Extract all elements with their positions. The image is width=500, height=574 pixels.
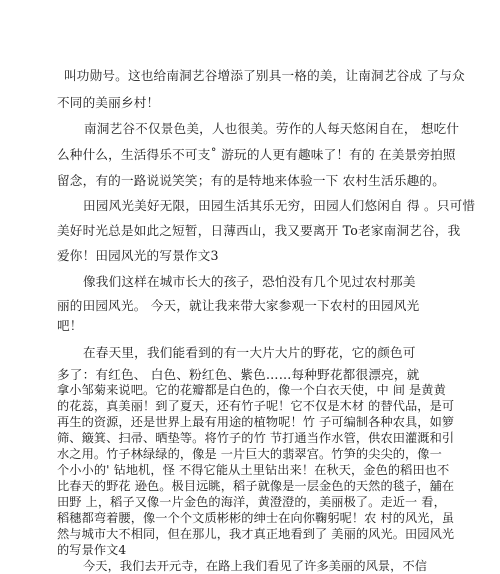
text-line: 田园风光美好无限，田园生活其乐无穷，田园人们悠闲自 得 。只可惜	[83, 198, 476, 213]
text-line: 稻穗都弯着腰，像一个个文质彬彬的绅士在向你鞠躬呢！农 村的风光，虽	[57, 511, 455, 525]
text-line: 美好时光总是如此之短暂，日薄西山，我又要离开 To老家南洞艺谷，我	[57, 223, 461, 238]
text-line: 留念，有的一路说说笑笑；有的是特地来体验一下 农村生活乐趣的。	[57, 173, 446, 188]
text-line: 筛、簸箕、扫帚、晒垫等。将竹子的竹 节打通当作水管，供农田灌溉和引	[57, 431, 455, 445]
text-line: 叫功勋号。这也给南洞艺谷增添了别具一格的美，让南洞艺谷成 了与众	[64, 68, 465, 83]
text-line: 比春天的野花 逊色。极目远眺，稻子就像是一层金色的天然的毯子，舖在	[57, 479, 455, 493]
text-line: 爱你！田园风光的写景作文3	[57, 248, 219, 263]
text-line: 的花蕊，真美丽！到了夏天，还有竹子呢！它不仅是木材 的替代品，是可	[57, 399, 455, 413]
text-line: 拿小邹菊来说吧。它的花瓣都是白色的，像一个白衣天使，中 间 是黄黄	[57, 383, 446, 397]
text-line: 丽的田园风光。 今天，就让我来带大家参观一下农村的田园风光	[57, 298, 420, 313]
text-line: 然与城市大不相同，但在那儿，我才真正地看到了 美丽的风光。田园风光	[57, 527, 455, 541]
text-line: 水之用。竹子林绿绿的，像是 一片巨大的翡翠宫。竹笋的尖尖的，像一	[57, 447, 442, 461]
text-line: 田野 上，稻子又像一片金色的海洋，黄澄澄的，美丽极了。走近一 看，	[57, 495, 446, 509]
text-line: 不同的美丽乡村！	[57, 95, 160, 110]
text-line: 今天，我们去开元寺，在路上我们看见了许多美丽的风景，不信	[83, 559, 428, 573]
text-line: 像我们这样在城市长大的孩子，恐怕没有几个见过农村那美	[83, 274, 416, 289]
text-line: 在春天里，我们能看到的有一大片大片的野花，它的颜色可	[83, 345, 416, 360]
text-line: 么种什么，生活得乐不可支˚ 游玩的人更有趣味了！有的 在美景旁拍照	[57, 147, 456, 162]
text-line: 吧！	[57, 318, 83, 333]
text-line: 再生的资源，还是世界上最有用途的植物呢！竹 子可编制各种农具，如箩	[57, 415, 455, 429]
text-line: 个小小的' 钻地机，怪 不得它能从土里钻出来！在秋天，金色的稻田也不	[57, 463, 450, 477]
text-line: 南洞艺谷不仅景色美，人也很美。劳作的人每天悠闲自在， 想吃什	[84, 121, 460, 136]
text-line: 的写景作文4	[57, 543, 127, 557]
text-line: 多了：有红色、 白色、粉红色、紫色……每种野花都很漂亮，就	[57, 367, 420, 382]
